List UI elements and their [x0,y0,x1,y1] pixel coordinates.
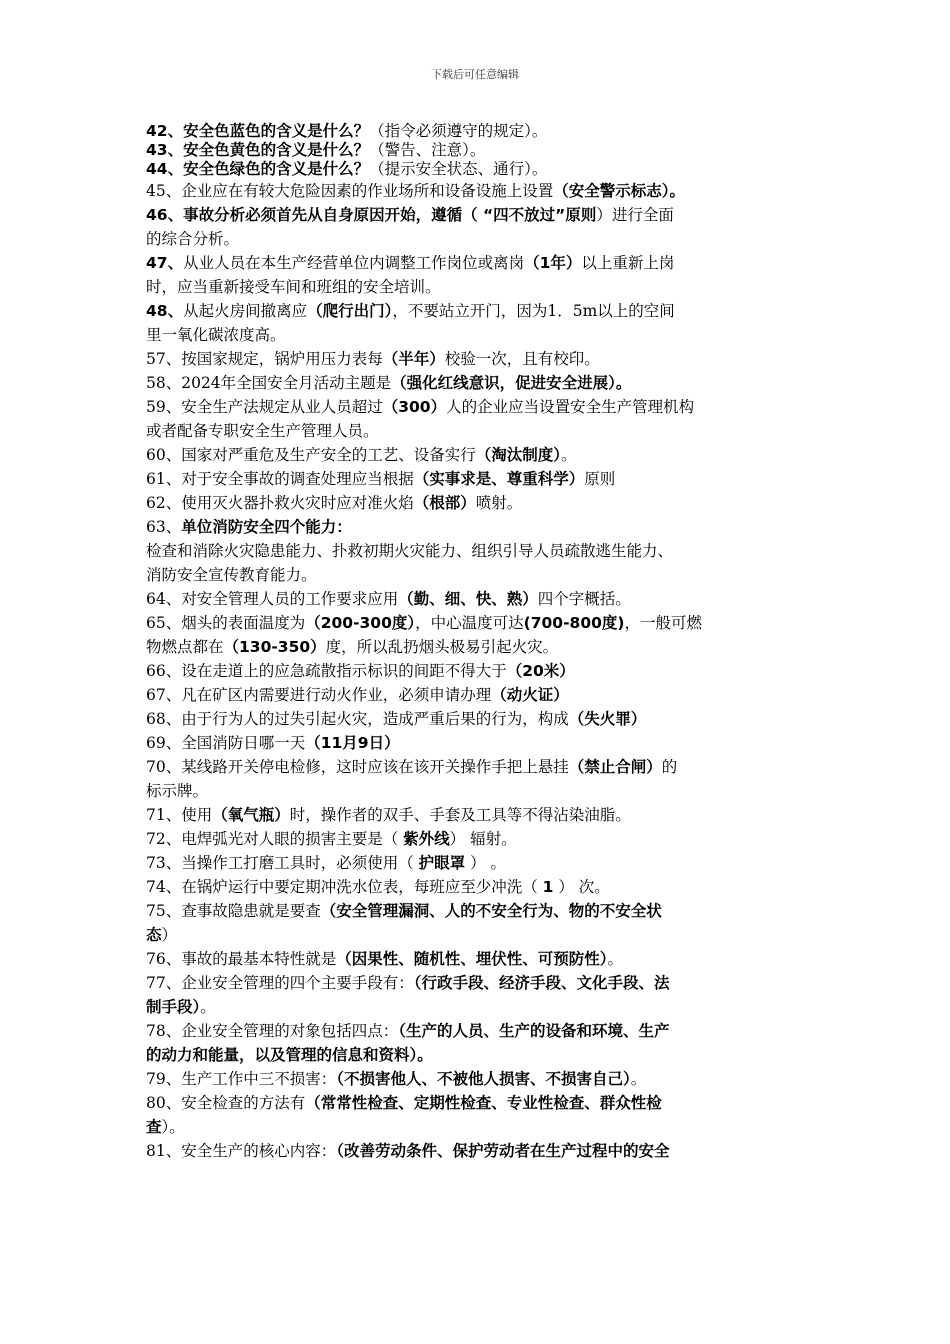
bold-answer: 态 [146,926,162,944]
qa-line [146,1043,808,1067]
bold-answer: （实事求是、尊重科学） [413,470,585,488]
qa-line [146,659,808,683]
bold-answer: 47、 [146,254,184,272]
line-text: 71、使用 [146,806,213,824]
line-text: 66、设在走道上的应急疏散指示标识的间距不得大于 [146,662,507,680]
line-text: 75、查事故隐患就是要查 [146,902,321,920]
bold-answer: 紫外线 [403,830,450,848]
qa-line [146,875,808,899]
bold-answer: （氧气瓶） [212,806,290,824]
qa-line [146,803,808,827]
line-text: 度，所以乱扔烟头极易引起火灾。 [325,638,559,656]
qa-line [146,347,808,371]
line-text: 79、生产工作中三不损害： [146,1070,337,1088]
line-text: 67、凡在矿区内需要进行动火作业，必须申请办理 [146,686,492,704]
bold-answer: （200-300度） [305,614,416,632]
line-text: 。 [630,1070,647,1088]
qa-line [146,827,808,851]
line-text: ） [161,926,178,944]
qa-line [146,203,808,227]
page-header: 下载后可任意编辑 [431,68,519,81]
line-text: ，不要站立开门，因为1．5m以上的空间 [392,302,675,320]
line-text: 45、企业应在有较大危险因素的作业场所和设备设施上设置 [146,182,554,200]
line-text: 68、由于行为人的过失引起火灾，造成严重后果的行为，构成 [146,710,569,728]
qa-line [146,323,808,347]
bold-answer: （不损害他人、不被他人损害、不损害自己） [336,1070,631,1088]
line-text: 标示牌。 [146,782,209,800]
bold-answer: （300） [382,398,447,416]
line-text: 校验一次，且有校印。 [444,350,600,368]
bold-answer: （行政手段、经济手段、文化手段、法 [413,974,670,992]
line-text: 57、按国家规定，锅炉用压力表每 [146,350,383,368]
line-text: 消防安全宣传教育能力。 [146,566,317,584]
line-text: 从起火房间撤离应 [183,302,308,320]
bold-answer: （勤、细、快、熟） [398,590,538,608]
qa-line [146,851,808,875]
bold-answer: (700-800度) [523,614,625,632]
qa-line [146,251,808,275]
line-text: 检查和消除火灾隐患能力、扑救初期火灾能力、组织引导人员疏散逃生能力、 [146,542,674,560]
qa-list [146,179,808,1163]
line-text: 从业人员在本生产经营单位内调整工作岗位或离岗 [183,254,525,272]
bold-answer: （1年） [524,254,582,272]
qa-line [146,467,808,491]
bold-answer: （安全警示标志）。 [553,182,685,200]
bold-answer: （11月9日） [305,734,400,752]
line-text: 。 [561,446,577,464]
qa-line [146,179,808,203]
qa-line [146,779,808,803]
bold-answer: （动火证） [491,686,569,704]
bold-answer: 单位消防安全四个能力： [181,518,352,536]
question-text: 44、安全色绿色的含义是什么？ [146,160,370,178]
qa-line [146,563,808,587]
document-body [146,122,808,1163]
line-text: 73、当操作工打磨工具时，必须使用（ [146,854,419,872]
qa-line [146,539,808,563]
line-text: 以上重新上岗 [581,254,675,272]
bold-answer: （生产的人员、生产的设备和环境、生产 [398,1022,670,1040]
line-text: 72、电焊弧光对人眼的损害主要是（ [146,830,404,848]
bold-answer: （强化红线意识，促进安全进展）。 [391,374,632,392]
qa-line [146,299,808,323]
qa-line [146,755,808,779]
bold-answer: （根部） [413,494,476,512]
line-text: ） 。 [465,854,507,872]
bold-answer: （淘汰制度） [475,446,561,464]
line-text: 74、在锅炉运行中要定期冲洗水位表，每班应至少冲洗（ [146,878,543,896]
bold-answer: （20米） [506,662,575,680]
line-text: 65、烟头的表面温度为 [146,614,306,632]
line-text: 60、国家对严重危及生产安全的工艺、设备实行 [146,446,476,464]
bold-answer: 查 [146,1118,162,1136]
answer-text: （提示安全状态、通行）。 [369,160,548,178]
line-text: 原则 [584,470,616,488]
qa-line [146,491,808,515]
qa-line [146,160,808,179]
qa-line [146,611,808,635]
bold-answer: （爬行出门） [307,302,393,320]
qa-line [146,395,808,419]
line-text: 59、安全生产法规定从业人员超过 [146,398,383,416]
qa-line [146,683,808,707]
line-text: 时，应当重新接受车间和班组的安全培训。 [146,278,441,296]
bold-answer: （禁止合闸） [568,758,662,776]
line-text: 的综合分析。 [146,230,240,248]
line-text: 69、全国消防日哪一天 [146,734,306,752]
answer-text: （指令必须遵守的规定）。 [369,122,548,140]
bold-answer: （改善劳动条件、保护劳动者在生产过程中的安全 [336,1142,670,1160]
bold-answer: 48、 [146,302,184,320]
qa-line [146,971,808,995]
line-text: 里一氧化碳浓度高。 [146,326,286,344]
line-text: 76、事故的最基本特性就是 [146,950,337,968]
line-text: ）。 [161,1118,185,1136]
qa-line [146,947,808,971]
qa-line [146,515,808,539]
qa-line [146,707,808,731]
question-text: 42、安全色蓝色的含义是什么？ [146,122,370,140]
line-text: 81、安全生产的核心内容： [146,1142,337,1160]
line-text: 。 [200,998,216,1016]
qa-line [146,1139,808,1163]
qa-line [146,443,808,467]
line-text: ，中心温度可达 [415,614,524,632]
qa-line [146,995,808,1019]
qa-line [146,635,808,659]
answer-text: （警告、注意）。 [369,141,486,159]
line-text: 的 [661,758,678,776]
qa-line [146,227,808,251]
line-text: 。 [607,950,624,968]
qa-line [146,923,808,947]
qa-line [146,371,808,395]
bold-answer: （因果性、随机性、埋伏性、可预防性） [336,950,608,968]
line-text: 61、对于安全事故的调查处理应当根据 [146,470,414,488]
qa-line [146,141,808,160]
qa-line [146,419,808,443]
line-text: 80、安全检查的方法有 [146,1094,306,1112]
line-text: 或者配备专职安全生产管理人员。 [146,422,379,440]
bold-answer: 护眼罩 [418,854,466,872]
line-text: ）进行全面 [596,206,674,224]
qa-line [146,1115,808,1139]
bold-answer: （失火罪） [568,710,647,728]
line-text: 77、企业安全管理的四个主要手段有： [146,974,414,992]
bold-answer: （130-350） [223,638,326,656]
line-text: 四个字概括。 [537,590,631,608]
qa-line [146,122,808,141]
line-text: 人的企业应当设置安全生产管理机构 [446,398,695,416]
line-text: 78、企业安全管理的对象包括四点： [146,1022,399,1040]
bold-answer: 46、事故分析必须首先从自身原因开始，遵循（ “四不放过”原则 [146,206,597,224]
line-text: 63、 [146,518,182,536]
bold-answer: （半年） [382,350,445,368]
qa-line [146,1067,808,1091]
line-text: 64、对安全管理人员的工作要求应用 [146,590,399,608]
line-text: 喷射。 [475,494,523,512]
line-text: 70、某线路开关停电检修，这时应该在该开关操作手把上悬挂 [146,758,569,776]
line-text: 时，操作者的双手、手套及工具等不得沾染油脂。 [289,806,631,824]
line-text: 物燃点都在 [146,638,224,656]
qa-line [146,731,808,755]
qa-line [146,899,808,923]
line-text: 58、2024年全国安全月活动主题是 [146,374,392,392]
qa-line [146,275,808,299]
bold-answer: 1 [542,878,554,896]
bold-answer: （安全管理漏洞、人的不安全行为、物的不安全状 [320,902,662,920]
line-text: 62、使用灭火器扑救火灾时应对准火焰 [146,494,414,512]
qa-line [146,1019,808,1043]
safety-color-questions [146,122,808,179]
line-text: ） 次。 [553,878,610,896]
bold-answer: 制手段） [146,998,201,1016]
bold-answer: （常常性检查、定期性检查、专业性检查、群众性检 [305,1094,662,1112]
line-text: ，一般可燃 [624,614,702,632]
qa-line [146,1091,808,1115]
bold-answer: 的动力和能量，以及管理的信息和资料）。 [146,1046,433,1064]
question-text: 43、安全色黄色的含义是什么？ [146,141,370,159]
qa-line [146,587,808,611]
line-text: ） 辐射。 [449,830,517,848]
